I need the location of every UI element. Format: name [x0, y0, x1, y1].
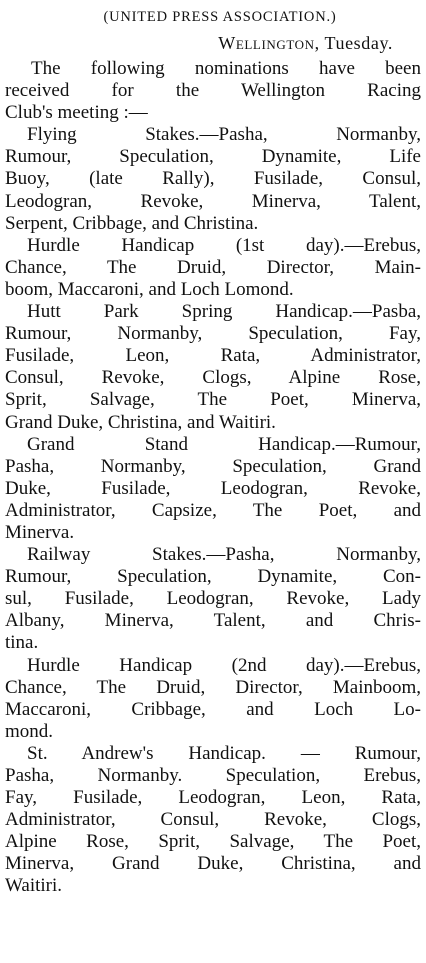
- text-line: Hutt Park Spring Handicap.—Pasba,: [27, 301, 421, 323]
- text-line: Rumour, Speculation, Dynamite, Con-: [5, 566, 421, 588]
- dateline-day: Tuesday.: [324, 33, 393, 53]
- text-line: Waitiri.: [5, 875, 63, 897]
- news-article: [5, 4, 421, 898]
- article-paragraph: [5, 544, 421, 654]
- text-line: The following nominations have been: [31, 58, 421, 79]
- text-line: Chance, The Druid, Director, Main-: [5, 256, 421, 278]
- dateline-place: Wellington,: [218, 33, 320, 53]
- text-line: Chance, The Druid, Director, Mainboom,: [5, 676, 421, 698]
- text-line: Administrator, Capsize, The Poet, and: [5, 499, 421, 521]
- text-line: Buoy, (late Rally), Fusilade, Consul,: [5, 168, 421, 190]
- article-paragraph: [5, 58, 421, 124]
- text-line: Minerva.: [5, 521, 75, 543]
- text-line: Grand Stand Handicap.—Rumour,: [27, 433, 421, 455]
- text-line: sul, Fusilade, Leodogran, Revoke, Lady: [5, 588, 421, 610]
- text-line: Hurdle Handicap (2nd day).—Erebus,: [27, 654, 421, 676]
- agency-credit: (UNITED PRESS ASSOCIATION.): [103, 9, 337, 25]
- text-line: Grand Duke, Christina, and Waitiri.: [5, 411, 276, 433]
- text-line: Rumour, Normanby, Speculation, Fay,: [5, 323, 421, 345]
- text-line: Consul, Revoke, Clogs, Alpine Rose,: [5, 367, 421, 389]
- text-line: Administrator, Consul, Revoke, Clogs,: [5, 809, 421, 831]
- text-line: Maccaroni, Cribbage, and Loch Lo-: [5, 698, 421, 720]
- text-line: Pasha, Normanby. Speculation, Erebus,: [5, 765, 421, 786]
- text-line: boom, Maccaroni, and Loch Lomond.: [5, 278, 294, 300]
- text-line: Pasha, Normanby, Speculation, Grand: [5, 455, 421, 477]
- text-line: St. Andrew's Handicap. — Rumour,: [27, 742, 421, 764]
- text-line: Rumour, Speculation, Dynamite, Life: [5, 146, 421, 168]
- text-line: Fay, Fusilade, Leodogran, Leon, Rata,: [5, 787, 421, 809]
- text-line: tina.: [5, 632, 39, 654]
- text-line: Serpent, Cribbage, and Christina.: [5, 212, 259, 234]
- text-line: Hurdle Handicap (1st day).—Erebus,: [27, 234, 421, 256]
- article-paragraph: [5, 743, 421, 898]
- text-line: Club's meeting :—: [5, 102, 148, 124]
- text-line: Duke, Fusilade, Leodogran, Revoke,: [5, 477, 421, 499]
- dateline: [5, 30, 421, 58]
- text-line: Sprit, Salvage, The Poet, Minerva,: [5, 389, 421, 411]
- text-line: Albany, Minerva, Talent, and Chris-: [5, 610, 421, 632]
- article-paragraph: [5, 301, 421, 434]
- text-line: received for the Wellington Racing: [5, 80, 421, 102]
- text-line: Fusilade, Leon, Rata, Administrator,: [5, 345, 421, 367]
- article-body: [5, 58, 421, 898]
- article-paragraph: [5, 434, 421, 544]
- article-paragraph: [5, 124, 421, 234]
- article-paragraph: [5, 235, 421, 301]
- text-line: Leodogran, Revoke, Minerva, Talent,: [5, 190, 421, 212]
- text-line: Flying Stakes.—Pasha, Normanby,: [27, 124, 421, 146]
- text-line: Alpine Rose, Sprit, Salvage, The Poet,: [5, 831, 421, 853]
- article-paragraph: [5, 655, 421, 743]
- text-line: Minerva, Grand Duke, Christina, and: [5, 853, 421, 875]
- text-line: mond.: [5, 720, 54, 742]
- text-line: Railway Stakes.—Pasha, Normanby,: [27, 544, 421, 566]
